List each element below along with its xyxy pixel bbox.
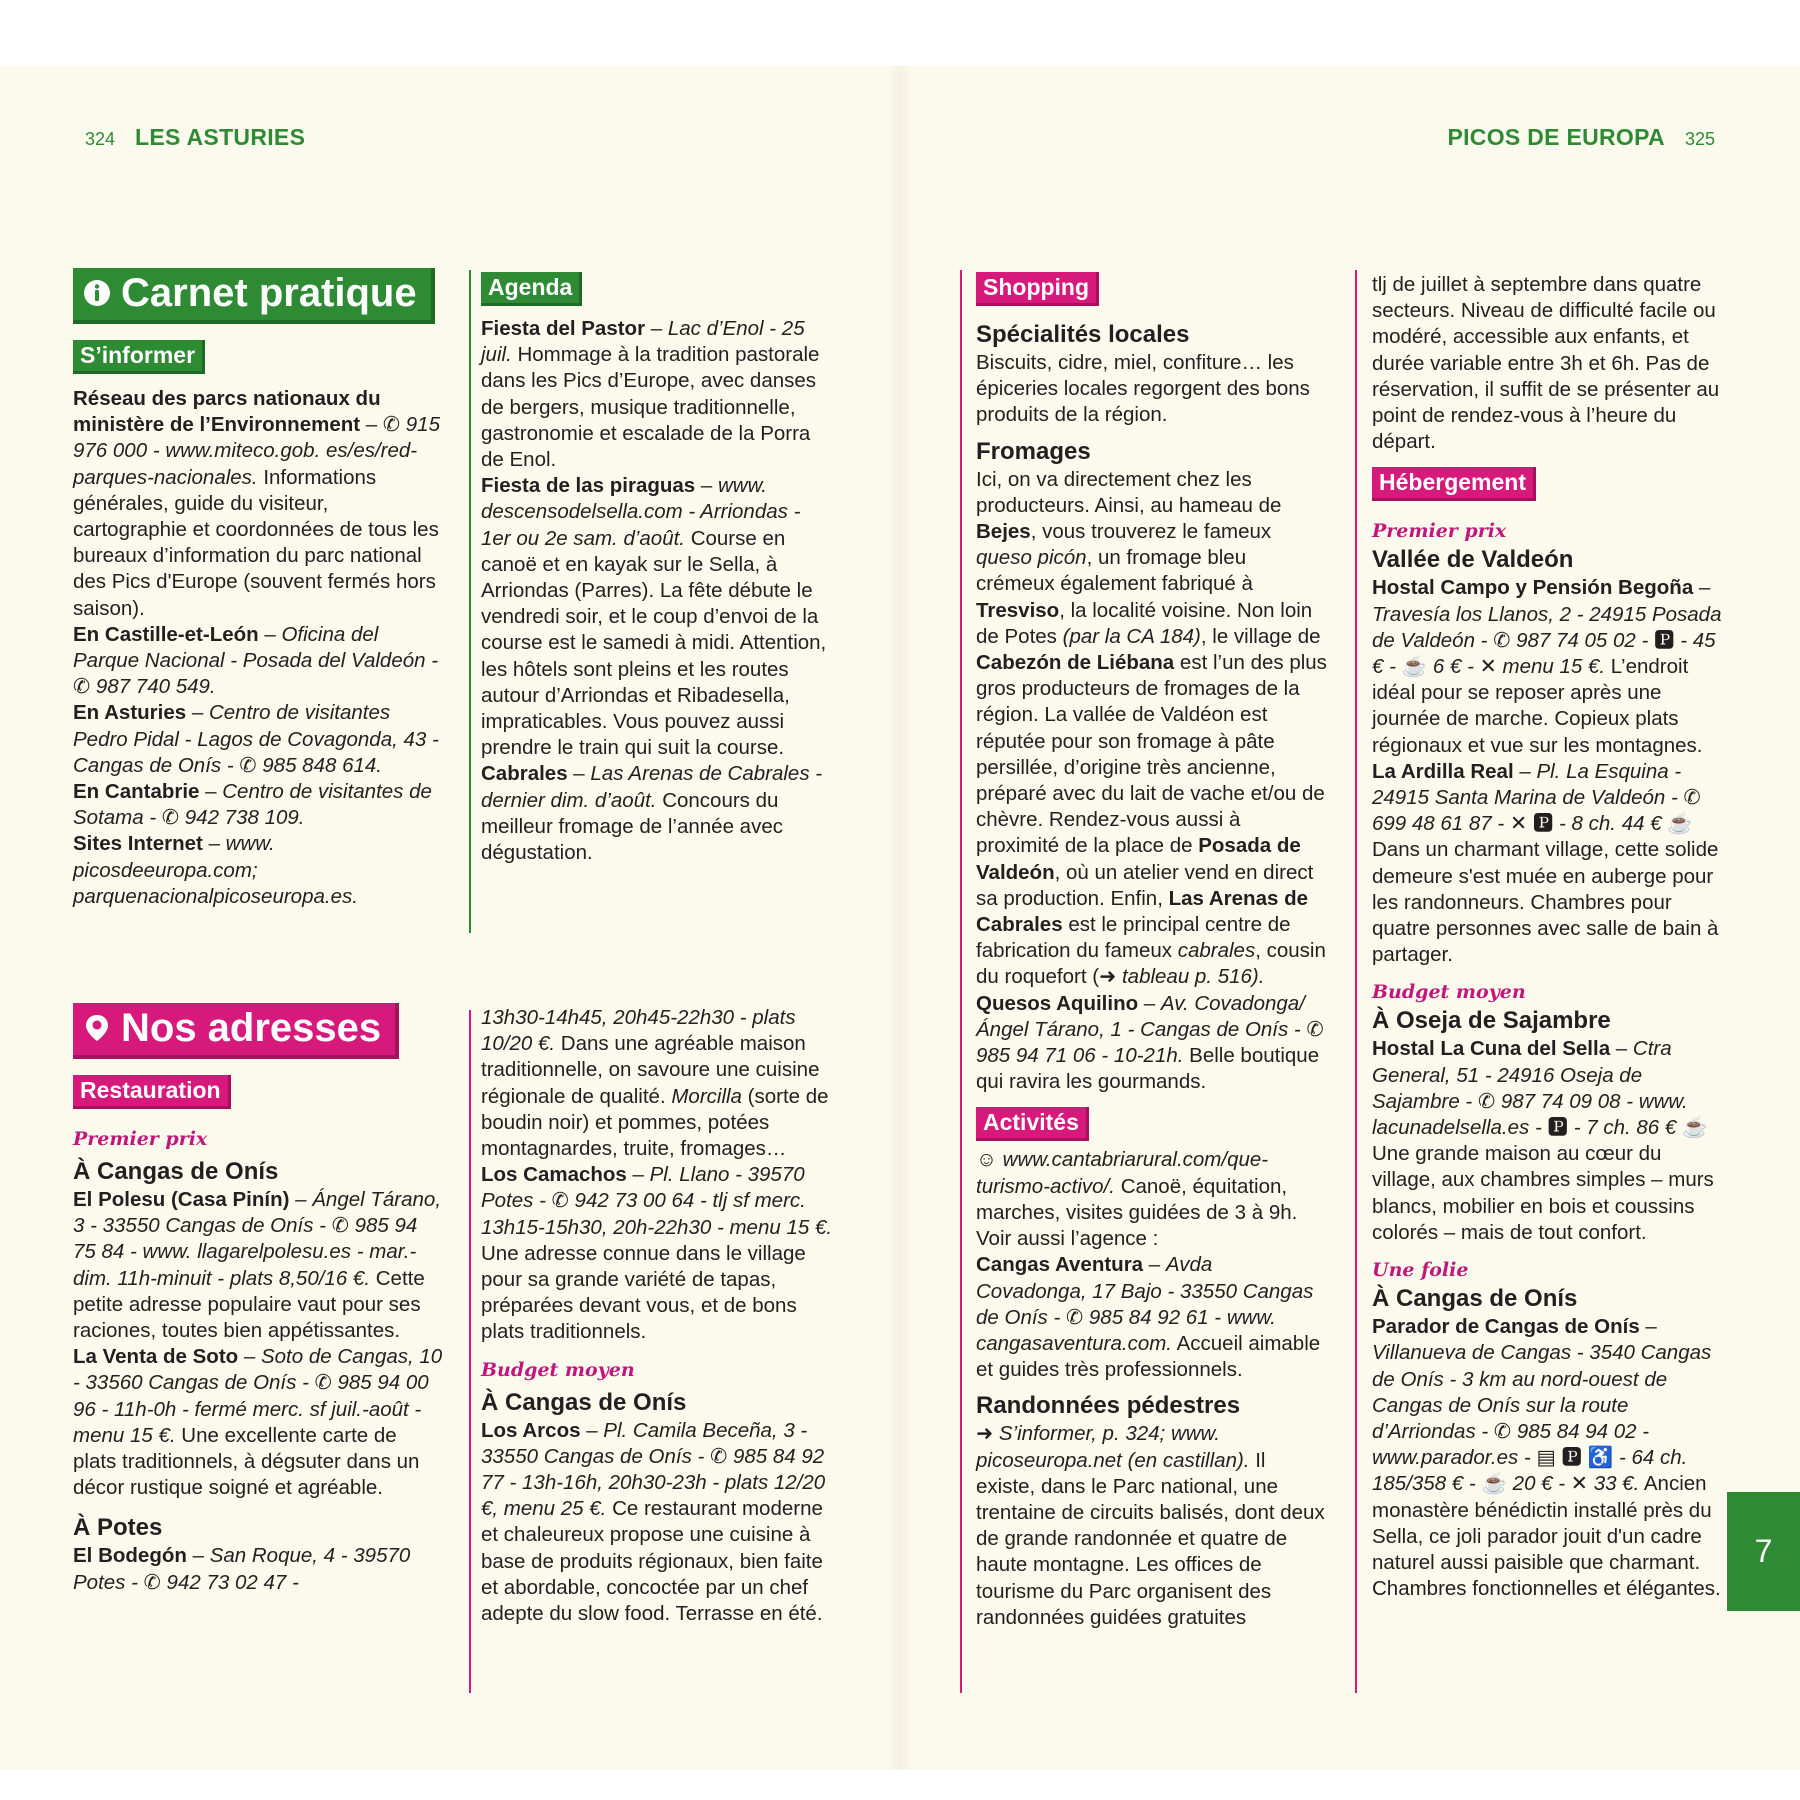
quesos-address: Av. Covadonga/ Ángel Tárano, 1 - Cangas de Onís - (976, 991, 1305, 1041)
cantabrie-address: Centro de visitantes de Sotama - (73, 780, 432, 830)
polesu-desc: Cette petite adresse populaire vaut pour ses raciones, toutes bien appétissantes. (73, 1266, 425, 1343)
randonnees-title: Randonnées pédestres (976, 1392, 1241, 1420)
category-budget-moyen: Budget moyen (481, 1358, 635, 1381)
bodegon-desc: Dans une agréable maison traditionnelle, on savoure une cuisine régionale de qualité. (481, 1032, 820, 1108)
running-head-right (1447, 124, 1715, 151)
parador-menu: 33 €. (1593, 1472, 1640, 1496)
castille-address: Oficina del Parque Nacional - Posada del Valdeón - (73, 622, 439, 673)
fromages-text-8: est le principal centre de fabrication du fameux (976, 913, 1291, 963)
phone-icon: ✆ (73, 675, 91, 699)
activites-entry (976, 1147, 1328, 1252)
phone-icon: ✆ (239, 753, 257, 777)
cabrales-name: Cabrales (481, 762, 568, 786)
venta-name: La Venta de Soto (73, 1345, 239, 1369)
piraguas-entry: Fiesta de las piraguas – www. descensodelsella.com - Arriondas - 1er ou 2e sam. d’août. Course en canoë et en kayak sur le Sella, à Arriondas (Parres). La fête débute le vendredi soir, et le coup d’envoi de la course est le samedi à midi. Attention, les hôtels sont pleins et les routes autour d’Arriondas et Ribadesella, impraticables. Vous pouvez aussi prendre le train qui suit la course. (481, 474, 827, 760)
sites-entry: Sites Internet – www. picosdeeuropa.com; parquenacionalpicoseuropa.es. (73, 832, 358, 908)
shopping-tag: Shopping (976, 272, 1099, 306)
ardilla-name: La Ardilla Real (1372, 759, 1514, 783)
bodegon-desc-2: (sorte de boudin noir) et pommes, potées montagnardes, truite, fromages… (481, 1084, 829, 1161)
nos-adresses-heading (73, 1003, 399, 1059)
column-1-bottom (73, 1003, 443, 1596)
activites-tag: Activités (976, 1107, 1089, 1141)
camachos-info: 942 73 00 64 - tlj sf merc. 13h15-15h30, 20h-22h30 - menu 15 €. (481, 1189, 833, 1239)
bodegon-name: El Bodegón (73, 1544, 187, 1568)
phone-icon: ✆ (1493, 628, 1511, 652)
cuna-contact: 987 74 09 08 - www. lacunadelsella.es - (1372, 1089, 1688, 1140)
phone-icon: ✆ (1477, 1089, 1496, 1113)
quesos-info: 985 94 71 06 - 10-21h. (976, 1044, 1184, 1068)
cuna-name: Hostal La Cuna del Sella (1372, 1037, 1611, 1061)
phone-icon: ✆ (1306, 1017, 1324, 1041)
ardilla-price: - 8 ch. 44 € (1559, 812, 1662, 836)
cabrales-info: Las Arenas de Cabrales - dernier dim. d’août. (481, 762, 823, 812)
nos-adresses-title: Nos adresses (121, 1005, 382, 1050)
parador-desc: Ancien monastère bénédictin installé près du Sella, ce joli parador jouit d'un cadre naturel aussi paisible que charmant. Chambres fonctionnelles et élégantes. (1372, 1472, 1721, 1601)
fromages-text-4: , la localité voisine. Non loin de Potes (976, 598, 1313, 648)
parking-icon: 🅿 (1547, 1116, 1568, 1140)
specialites-desc: Biscuits, cidre, miel, confiture… les épiceries locales regorgent des bons produits de la région. (976, 351, 1310, 427)
castille-entry: En Castille-et-León – Oficina del Parque Nacional - Posada del Valdeón - ✆ 987 740 549. (73, 622, 439, 699)
cuna-price: - 7 ch. 86 € (1573, 1116, 1677, 1140)
parador-name: Parador de Cangas de Onís (1372, 1315, 1640, 1339)
camachos-entry: Los Camachos – Pl. Llano - 39570 Potes - ✆ 942 73 00 64 - tlj sf merc. 13h15-15h30, 20h-22h30 - menu 15 €. Une adresse connue dans le village pour sa grande variété de tapas, préparées devant vous, et de bons plats traditionnels. (481, 1163, 833, 1344)
carnet-pratique-heading (73, 268, 435, 324)
parador-breakfast: 20 € - (1512, 1472, 1566, 1496)
bodegon-address: San Roque, 4 - 39570 Potes - (73, 1544, 411, 1594)
tresviso-word: Tresviso (976, 598, 1060, 622)
reseau-desc: Informations générales, guide du visiteur, cartographie et coordonnées de tous les bureaux d’information du parc national des Pics d'Europe (souvent fermés hors saison). (73, 465, 439, 620)
cantabrie-name: En Cantabrie (73, 780, 200, 804)
breakfast-icon: ☕ (1401, 655, 1428, 679)
place-oseja: À Oseja de Sajambre (1372, 1007, 1611, 1035)
venta-address: Soto de Cangas, 10 - 33560 Cangas de Onís - (73, 1345, 443, 1395)
fromages-text-5: , le village de (1200, 624, 1321, 648)
ardilla-desc: Dans un charmant village, cette solide demeure s'est muée en auberge pour les randonneurs. Chambres pour quatre personnes avec salle de bain à partager. (1372, 838, 1719, 967)
parador-address: Villanueva de Cangas - 3540 Cangas de Onís - 3 km au nord-ouest de Cangas de Onís sur la route d’Arriondas - (1372, 1341, 1712, 1443)
pastor-desc: Hommage à la tradition pastorale dans les Pics d’Europe, avec danses de bergers, musique traditionnelle, gastronomie et escalade de la Porra de Enol. (481, 343, 820, 472)
asturies-name: En Asturies (73, 701, 187, 725)
credit-card-icon: ▤ (1536, 1446, 1556, 1470)
running-head-left (85, 124, 305, 151)
campo-desc: L’endroit idéal pour se reposer après une journée de marche. Copieux plats régionaux et vue sur les montagnes. (1372, 655, 1703, 757)
column-2-top (481, 270, 833, 866)
bodegon-continued (481, 1005, 833, 1162)
quesos-name: Quesos Aquilino (976, 991, 1139, 1015)
column-1-top (73, 268, 443, 910)
asturies-address: Centro de visitantes Pedro Pidal - Lagos de Covagonda, 43 - Cangas de Onís - (73, 701, 439, 777)
cabezon-word: Cabezón de Liébana (976, 651, 1175, 675)
place-cangas-3: À Cangas de Onís (1372, 1285, 1578, 1313)
cuna-address: Ctra General, 51 - 24916 Oseja de Sajambre - (1372, 1037, 1672, 1113)
book-gutter (888, 66, 912, 1770)
parking-icon: 🅿 (1532, 812, 1554, 836)
arcos-info: 985 84 92 77 - 13h-16h, 20h30-23h - plats 12/20 €, menu 25 €. (481, 1444, 826, 1521)
arcos-name: Los Arcos (481, 1418, 581, 1442)
cuna-entry: Hostal La Cuna del Sella – Ctra General, 51 - 24916 Oseja de Sajambre - ✆ 987 74 09 08 - www. lacunadelsella.es - 🅿 - 7 ch. 86 € ☕Une grande maison au cœur du village, aux chambres simples – murs blancs, mobilier en bois et coussins colorés – mais de tout confort. (1372, 1037, 1714, 1244)
aventura-desc: Accueil aimable et guides très professionnels. (976, 1331, 1321, 1382)
fromages-text-6: est l’un des plus gros producteurs de fromages de la région. La vallée de Valdéon est réputée pour son fromage à pâte persillée, d’origine très ancienne, préparé avec du lait de vache et/ou de chèvre. Rendez-vous aussi à proximité de la place de (976, 651, 1327, 858)
cabrales-desc: Concours du meilleur fromage de l’année avec dégustation. (481, 788, 783, 865)
location-pin-icon (83, 1014, 111, 1042)
polesu-info: 985 94 75 84 - www. llagarelpolesu.es - mar.-dim. 11h-minuit - plats 8,50/16 €. (73, 1214, 418, 1290)
chapter-title-right: PICOS DE EUROPA (1447, 124, 1665, 150)
cross-reference-icon: ➜ (976, 1422, 994, 1446)
place-potes: À Potes (73, 1514, 163, 1542)
restaurant-icon: ✕ (1479, 655, 1497, 679)
hebergement-tag: Hébergement (1372, 467, 1536, 501)
randonnees-continued: tlj de juillet à septembre dans quatre secteurs. Niveau de difficulté facile ou modéré, accessible aux enfants, et durée variable entre 3h et 6h. Pas de réservation, il suffit de se présenter au point de rendez-vous à l’heure du départ. (1372, 273, 1720, 454)
morcilla-word: Morcilla (671, 1084, 742, 1108)
fromages-text-2: , vous trouverez le fameux (1030, 520, 1272, 544)
parador-price: - 64 ch. 185/358 € - (1372, 1446, 1688, 1496)
restaurant-icon: ✕ (1509, 812, 1528, 836)
breakfast-icon: ☕ (1667, 812, 1693, 836)
phone-icon: ✆ (161, 806, 180, 830)
category-premier-prix-2: Premier prix (1372, 520, 1507, 543)
aventura-info: 985 84 92 61 - www. cangasaventura.com. (976, 1305, 1276, 1355)
arcos-desc: Ce restaurant moderne et chaleureux propose une cuisine à base de produits régionaux, bien faite et abordable, concoctée par un chef adepte du slow food. Terrasse en été. (481, 1497, 823, 1626)
fromages-text-1: Ici, on va directement chez les producteurs. Ainsi, au hameau de (976, 467, 1282, 517)
parador-entry: Parador de Cangas de Onís – Villanueva de Cangas - 3540 Cangas de Onís - 3 km au nord-ouest de Cangas de Onís sur la route d’Arriondas - ✆ 985 84 94 02 - www.parador.es - ▤ 🅿 ♿ - 64 ch. 185/358 € - ☕ 20 € - ✕ 33 €. Ancien monastère bénédictin installé près du Sella, ce joli parador jouit d'un cadre naturel aussi paisible que charmant. Chambres fonctionnelles et élégantes. (1372, 1315, 1721, 1601)
campo-price: - 45 € - (1372, 628, 1716, 679)
reseau-entry: Réseau des parcs nationaux du ministère de l’Environnement – ✆ 915 976 000 - www.miteco.gob. es/es/red-parques-nacionales. Informations générales, guide du visiteur, cartographie et coordonnées de tous les bureaux d’information du parc national des Pics d'Europe (souvent fermés hors saison). (73, 387, 440, 620)
column-rule (1355, 270, 1357, 1693)
bodegon-phone: 942 73 02 47 - (166, 1570, 299, 1594)
parking-icon: 🅿 (1561, 1446, 1583, 1470)
restaurant-icon: ✕ (1570, 1472, 1588, 1496)
column-4 (1372, 272, 1722, 1602)
breakfast-icon: ☕ (1481, 1472, 1507, 1496)
sites-name: Sites Internet (73, 832, 203, 856)
camachos-desc: Une adresse connue dans le village pour sa grande variété de tapas, préparées devant vous, et de bons plats traditionnels. (481, 1241, 806, 1344)
randonnees-text (976, 1421, 1328, 1631)
polesu-entry: El Polesu (Casa Pinín) – Ángel Tárano, 3 - 33550 Cangas de Onís - ✆ 985 94 75 84 - www. llagarelpolesu.es - mar.-dim. 11h-minuit - plats 8,50/16 €. Cette petite adresse populaire vaut pour ses raciones, toutes bien appétissantes. (73, 1188, 442, 1343)
piraguas-name: Fiesta de las piraguas (481, 474, 696, 498)
phone-icon: ✆ (551, 1189, 569, 1213)
polesu-name: El Polesu (Casa Pinín) (73, 1188, 290, 1211)
piraguas-desc: Course en canoë et en kayak sur le Sella, à Arriondas (Parres). La fête débute le vendredi soir, et le coup d’envoi de la course est le samedi à midi. Attention, les hôtels sont pleins et les routes autour d’Arriondas et Ribadesella, impraticables. Vous pouvez aussi prendre le train qui suit la course. (481, 526, 827, 760)
arenas-word: Las Arenas de Cabrales (976, 886, 1308, 937)
page-number-right: 325 (1684, 129, 1715, 149)
agenda-tag: Agenda (481, 272, 582, 306)
column-2-bottom (481, 1005, 833, 1627)
phone-icon: ✆ (314, 1371, 332, 1395)
category-une-folie: Une folie (1372, 1259, 1469, 1282)
cantabrie-entry: En Cantabrie – Centro de visitantes de Sotama - ✆ 942 738 109. (73, 780, 432, 830)
piraguas-info: www. descensodelsella.com - Arriondas - 1er ou 2e sam. d’août. (481, 474, 801, 550)
info-icon (83, 279, 111, 307)
cantabrie-phone: 942 738 109. (184, 806, 305, 830)
fromages-text-3: , un fromage bleu crémeux également fabriqué à (976, 546, 1253, 596)
place-cangas: À Cangas de Onís (73, 1158, 279, 1185)
castille-name: En Castille-et-León (73, 622, 259, 646)
bejes-word: Bejes (976, 520, 1031, 544)
ardilla-entry: La Ardilla Real – Pl. La Esquina - 24915 Santa Marina de Valdeón - ✆ 699 48 61 87 - ✕ 🅿 - 8 ch. 44 € ☕Dans un charmant village, cette solide demeure s'est muée en auberge pour les randonneurs. Chambres pour quatre personnes avec salle de bain à partager. (1372, 759, 1719, 967)
place-cangas-2: À Cangas de Onís (481, 1388, 687, 1416)
arcos-entry: Los Arcos – Pl. Camila Beceña, 3 - 33550 Cangas de Onís - ✆ 985 84 92 77 - 13h-16h, 20h30-23h - plats 12/20 €, menu 25 €. Ce restaurant moderne et chaleureux propose une cuisine à base de produits régionaux, bien faite et abordable, concoctée par un chef adepte du slow food. Terrasse en été. (481, 1418, 826, 1626)
pastor-name: Fiesta del Pastor (481, 317, 646, 340)
parador-contact: 985 84 94 02 - www.parador.es - (1372, 1419, 1650, 1470)
castille-phone: 987 740 549. (95, 675, 216, 699)
phone-icon: ✆ (331, 1214, 349, 1238)
sites-urls: www. picosdeeuropa.com; parquenacionalpicoseuropa.es. (73, 832, 358, 908)
cabrales-word: cabrales (1177, 939, 1256, 963)
cabrales-entry: Cabrales – Las Arenas de Cabrales - dernier dim. d’août. Concours du meilleur fromage de l’année avec dégustation. (481, 762, 823, 865)
place-valdeon: Vallée de Valdeón (1372, 546, 1574, 574)
breakfast-icon: ☕ (1681, 1116, 1708, 1140)
ardilla-phone: 699 48 61 87 - (1372, 812, 1505, 836)
randonnees-ref: S’informer, p. 324; www. picoseuropa.net (en castillan). (976, 1422, 1250, 1472)
phone-icon: ✆ (1683, 786, 1701, 810)
parking-icon: 🅿 (1654, 628, 1675, 652)
carnet-pratique-title: Carnet pratique (121, 270, 417, 315)
campo-phone: 987 74 05 02 - (1516, 628, 1649, 652)
asturies-phone: 985 848 614. (262, 753, 382, 777)
specialites-title: Spécialités locales (976, 321, 1190, 348)
bodegon-hours: 13h30-14h45, 20h45-22h30 - plats 10/20 €. (481, 1006, 796, 1056)
campo-entry: Hostal Campo y Pensión Begoña – Travesía los Llanos, 2 - 24915 Posada de Valdeón - ✆ 987 74 05 02 - 🅿 - 45 € - ☕ 6 € - ✕ menu 15 €. L’endroit idéal pour se reposer après une journée de marche. Copieux plats régionaux et vue sur les montagnes. (1372, 576, 1722, 757)
phone-icon: ✆ (1066, 1305, 1084, 1329)
venta-entry: La Venta de Soto – Soto de Cangas, 10 - 33560 Cangas de Onís - ✆ 985 94 00 96 - 11h-0h - fermé merc. sf juil.-août - menu 15 €. Une excellente carte de plats traditionnels, à dégsuter dans un décor rustique soigné et agréable. (73, 1345, 443, 1500)
page-number-left: 324 (85, 129, 116, 149)
venta-desc: Une excellente carte de plats traditionnels, à dégsuter dans un décor rustique soigné et agréable. (73, 1423, 420, 1500)
campo-address: Travesía los Llanos, 2 - 24915 Posada de Valdeón - (1372, 602, 1722, 652)
pastor-place-date: Lac d’Enol - 25 juil. (481, 317, 805, 367)
activites-url: www.cantabriarural.com/que- turismo-activo/. (976, 1148, 1269, 1198)
campo-name: Hostal Campo y Pensión Begoña (1372, 576, 1694, 600)
wheelchair-icon: ♿ (1587, 1446, 1614, 1470)
column-3 (976, 270, 1328, 1631)
restauration-tag: Restauration (73, 1075, 231, 1109)
posada-word: Posada de Valdeón (976, 834, 1301, 884)
activites-desc: Canoë, équitation, marches, visites guidées de 3 à 9h. Voir aussi l’agence : (976, 1174, 1298, 1251)
camachos-address: Pl. Llano - 39570 Potes - (481, 1163, 805, 1213)
reseau-name: Réseau des parcs nationaux du ministère de l’Environnement (73, 387, 381, 437)
column-rule (960, 270, 962, 1693)
fromages-title: Fromages (976, 437, 1091, 465)
tableau-reference: tableau p. 516). (1121, 965, 1265, 989)
chapter-thumb-tab: 7 (1727, 1492, 1800, 1611)
column-rule (469, 270, 471, 933)
aventura-address: Avda Covadonga, 17 Bajo - 33550 Cangas de Onís - (976, 1253, 1314, 1329)
column-rule (469, 1010, 471, 1693)
category-premier-prix: Premier prix (73, 1128, 208, 1150)
campo-menu: menu 15 €. (1502, 655, 1606, 679)
pastor-entry: Fiesta del Pastor – Lac d’Enol - 25 juil. Hommage à la tradition pastorale dans les Pics d’Europe, avec danses de bergers, musique traditionnelle, gastronomie et escalade de la Porra de Enol. (481, 317, 820, 472)
arcos-address: Pl. Camila Beceña, 3 - 33550 Cangas de Onís - (481, 1418, 808, 1468)
aventura-entry: Cangas Aventura – Avda Covadonga, 17 Bajo - 33550 Cangas de Onís - ✆ 985 84 92 61 - www. cangasaventura.com. Accueil aimable et guides très professionnels. (976, 1253, 1321, 1382)
fromages-text (976, 467, 1328, 991)
quesos-entry: Quesos Aquilino – Av. Covadonga/ Ángel Tárano, 1 - Cangas de Onís - ✆ 985 94 71 06 - 10-21h. Belle boutique qui ravira les gourmands. (976, 991, 1324, 1094)
phone-icon: ✆ (710, 1444, 728, 1468)
quesos-desc: Belle boutique qui ravira les gourmands. (976, 1044, 1320, 1094)
camachos-name: Los Camachos (481, 1163, 627, 1187)
campo-breakfast: 6 € - (1432, 655, 1474, 679)
ardilla-address: Pl. La Esquina - 24915 Santa Marina de Valdeón - (1372, 759, 1682, 810)
aventura-name: Cangas Aventura (976, 1253, 1144, 1277)
smiley-icon: ☺ (976, 1148, 997, 1172)
polesu-address: Ángel Tárano, 3 - 33550 Cangas de Onís - (73, 1188, 442, 1238)
cross-reference-icon: ➜ (1099, 965, 1117, 989)
reseau-contact: 915 976 000 - www.miteco.gob. es/es/red-parques-nacionales. (73, 413, 440, 489)
venta-info: 985 94 00 96 - 11h-0h - fermé merc. sf juil.-août - menu 15 €. (73, 1371, 429, 1447)
phone-icon: ✆ (143, 1570, 161, 1594)
sinformer-tag: S’informer (73, 340, 205, 374)
chapter-title-left: LES ASTURIES (135, 124, 306, 150)
category-budget-moyen-2: Budget moyen (1372, 981, 1526, 1004)
fromages-text-7: , où un atelier vend en direct sa production. Enfin, (976, 860, 1314, 910)
asturies-entry: En Asturies – Centro de visitantes Pedro Pidal - Lagos de Covagonda, 43 - Cangas de Onís - ✆ 985 848 614. (73, 701, 439, 777)
ca-road: (par la CA 184) (1062, 624, 1201, 648)
fromages-text-9: , cousin du roquefort ( (976, 939, 1326, 989)
phone-icon: ✆ (1493, 1419, 1512, 1443)
randonnees-desc: Il existe, dans le Parc national, une trentaine de circuits balisés, dont deux de grande randonnée et quatre de haute montagne. Les offices de tourisme du Parc organisent des randonnées guidées gratuites (976, 1448, 1325, 1629)
bodegon-entry: El Bodegón – San Roque, 4 - 39570 Potes - ✆ 942 73 02 47 - (73, 1544, 411, 1594)
phone-icon: ✆ (382, 413, 401, 437)
queso-word: queso picón (976, 546, 1087, 570)
cuna-desc: Une grande maison au cœur du village, aux chambres simples – murs blancs, mobilier en bois et coussins colorés – mais de tout confort. (1372, 1142, 1714, 1244)
